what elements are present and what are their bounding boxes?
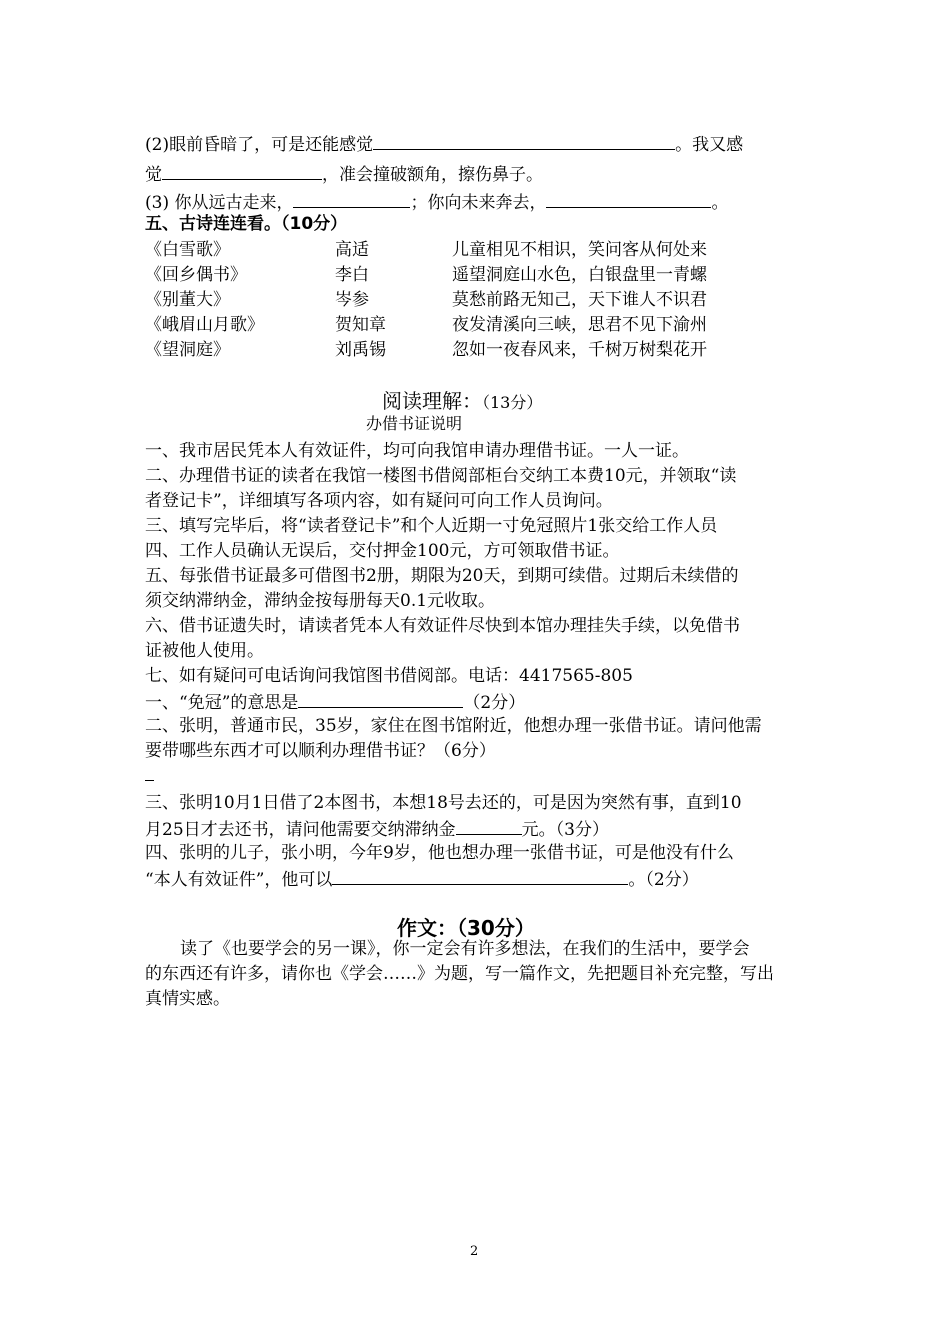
question-3-line-2 bbox=[145, 816, 609, 842]
poem-author[interactable]: 高适 bbox=[335, 240, 369, 260]
question-2-line-2: 要带哪些东西才可以顺利办理借书证？（6分） bbox=[145, 741, 496, 761]
answer-blank[interactable] bbox=[456, 816, 522, 835]
question-3-line-1: 三、张明10月1日借了2本图书，本想18号去还的，可是因为突然有事，直到10 bbox=[145, 793, 742, 813]
poem-line[interactable]: 遥望洞庭山水色，白银盘里一青螺 bbox=[452, 265, 707, 285]
poem-title[interactable]: 《峨眉山月歌》 bbox=[145, 315, 264, 335]
question-4-line-2 bbox=[145, 866, 699, 892]
question-text: “本人有效证件”，他可以 bbox=[145, 870, 333, 890]
passage-line: 证被他人使用。 bbox=[145, 641, 264, 661]
poem-title[interactable]: 《白雪歌》 bbox=[145, 240, 230, 260]
reading-subtitle: 办借书证说明 bbox=[366, 414, 463, 433]
poem-title[interactable]: 《别董大》 bbox=[145, 290, 230, 310]
question-2-line-1: 二、张明，普通市民，35岁，家住在图书馆附近，他想办理一张借书证。请问他需 bbox=[145, 716, 762, 736]
reading-title: 阅读理解： bbox=[382, 389, 482, 413]
composition-line: 读了《也要学会的另一课》，你一定会有许多想法，在我们的生活中，要学会 bbox=[180, 939, 750, 959]
fill-text: 觉 bbox=[145, 165, 162, 185]
question-text: 月25日才去还书，请问他需要交纳滞纳金 bbox=[145, 820, 456, 840]
poem-author[interactable]: 李白 bbox=[335, 265, 369, 285]
fill-text: ；你向未来奔去， bbox=[410, 193, 547, 213]
poem-title[interactable]: 《回乡偶书》 bbox=[145, 265, 247, 285]
fill-line-2 bbox=[145, 161, 543, 187]
page-number: 2 bbox=[470, 1244, 479, 1259]
composition-line: 真情实感。 bbox=[145, 989, 230, 1009]
passage-line: 六、借书证遗失时，请读者凭本人有效证件尽快到本馆办理挂失手续，以免借书 bbox=[145, 616, 740, 636]
poem-author[interactable]: 岑参 bbox=[335, 290, 369, 310]
passage-line: 四、工作人员确认无误后，交付押金100元，方可领取借书证。 bbox=[145, 541, 620, 561]
question-1 bbox=[145, 689, 525, 715]
composition-line: 的东西还有许多，请你也《学会……》为题，写一篇作文，先把题目补充完整，写出 bbox=[145, 964, 774, 984]
question-text: 。（2分） bbox=[628, 870, 699, 890]
answer-blank[interactable] bbox=[546, 189, 711, 208]
passage-line: 七、如有疑问可电话询问我馆图书借阅部。电话：4417565-805 bbox=[145, 666, 633, 686]
question-text: 一、“免冠”的意思是 bbox=[145, 693, 299, 713]
fill-text: ，准会撞破额角，擦伤鼻子。 bbox=[322, 165, 543, 185]
fill-text: (3) 你从远古走来， bbox=[145, 193, 294, 213]
passage-line: 五、每张借书证最多可借图书2册，期限为20天，到期可续借。过期后未续借的 bbox=[145, 566, 739, 586]
passage-line: 者登记卡”，详细填写各项内容，如有疑问可向工作人员询问。 bbox=[145, 491, 613, 511]
poem-line[interactable]: 忽如一夜春风来，千树万树梨花开 bbox=[452, 340, 707, 360]
reading-score: （13分） bbox=[482, 393, 543, 412]
poem-author[interactable]: 贺知章 bbox=[335, 315, 386, 335]
answer-blank[interactable] bbox=[293, 189, 410, 208]
passage-line: 二、办理借书证的读者在我馆一楼图书借阅部柜台交纳工本费10元，并领取“读 bbox=[145, 466, 737, 486]
answer-blank[interactable] bbox=[145, 780, 154, 781]
question-text: 元。（3分） bbox=[521, 820, 609, 840]
passage-line: 三、填写完毕后，将“读者登记卡”和个人近期一寸免冠照片1张交给工作人员 bbox=[145, 516, 718, 536]
passage-line: 须交纳滞纳金，滞纳金按每册每天0.1元收取。 bbox=[145, 591, 496, 611]
fill-text: 。我又感 bbox=[675, 135, 744, 155]
reading-title-row bbox=[382, 385, 542, 414]
poem-line[interactable]: 莫愁前路无知己，天下谁人不识君 bbox=[452, 290, 707, 310]
composition-title: 作文：（30分） bbox=[397, 916, 535, 940]
poem-title[interactable]: 《望洞庭》 bbox=[145, 340, 230, 360]
answer-blank[interactable] bbox=[332, 866, 628, 885]
poem-author[interactable]: 刘禹锡 bbox=[335, 340, 386, 360]
answer-blank[interactable] bbox=[298, 689, 463, 708]
question-text: （2分） bbox=[463, 693, 526, 713]
answer-blank[interactable] bbox=[162, 161, 322, 180]
fill-text: 。 bbox=[711, 193, 729, 213]
question-4-line-1: 四、张明的儿子，张小明，今年9岁，他也想办理一张借书证，可是他没有什么 bbox=[145, 843, 734, 863]
passage-line: 一、我市居民凭本人有效证件，均可向我馆申请办理借书证。一人一证。 bbox=[145, 441, 689, 461]
fill-line-1 bbox=[145, 131, 743, 157]
answer-blank[interactable] bbox=[373, 131, 675, 150]
poem-section-heading: 五、古诗连连看。（10分） bbox=[145, 214, 348, 234]
poem-line[interactable]: 夜发清溪向三峡，思君不见下渝州 bbox=[452, 315, 707, 335]
fill-text: (2)眼前昏暗了，可是还能感觉 bbox=[145, 135, 374, 155]
poem-line[interactable]: 儿童相见不相识，笑问客从何处来 bbox=[452, 240, 707, 260]
